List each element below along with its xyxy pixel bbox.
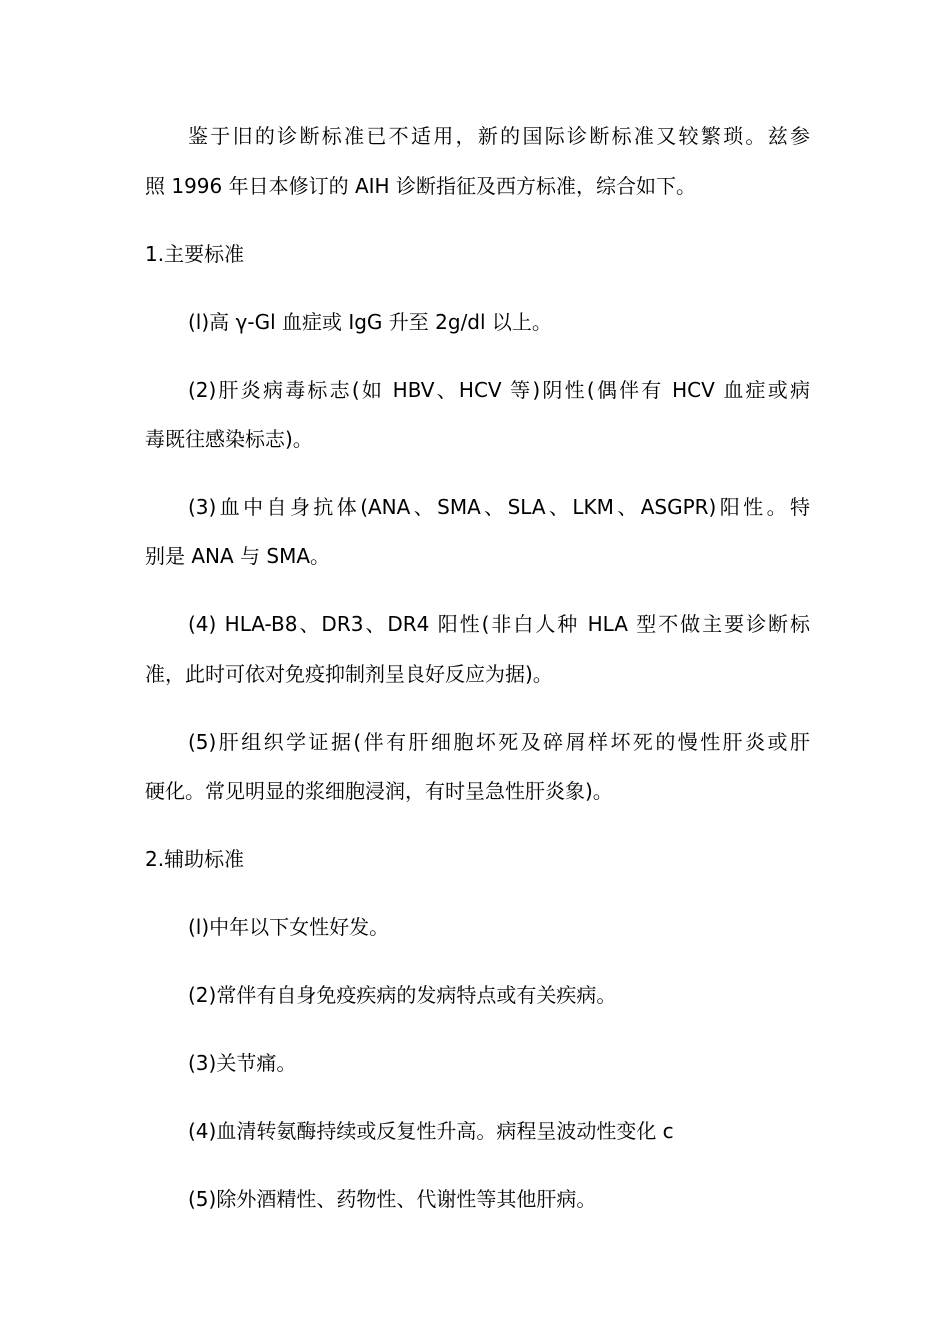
aux-criterion-1: (l)中年以下女性好发。: [188, 915, 390, 939]
intro-line-1: 鉴于旧的诊断标准已不适用，新的国际诊断标准又较繁琐。兹参: [188, 124, 810, 148]
main-criterion-2-line-1: (2)肝炎病毒标志(如 HBV、HCV 等)阴性(偶伴有 HCV 血症或病: [188, 378, 810, 402]
section-heading-main-criteria: 1.主要标准: [145, 242, 245, 266]
aux-criterion-4: (4)血清转氨酶持续或反复性升高。病程呈波动性变化 c: [188, 1119, 674, 1143]
section-heading-auxiliary-criteria: 2.辅助标准: [145, 847, 245, 871]
main-criterion-5-line-2: 硬化。常见明显的浆细胞浸润，有时呈急性肝炎象)。: [145, 779, 613, 803]
main-criterion-4-line-1: (4) HLA-B8、DR3、DR4 阳性(非白人种 HLA 型不做主要诊断标: [188, 612, 810, 636]
main-criterion-4-line-2: 准，此时可依对免疫抑制剂呈良好反应为据)。: [145, 662, 553, 686]
main-criterion-3-line-1: (3)血中自身抗体(ANA、SMA、SLA、LKM、ASGPR)阳性。特: [188, 495, 810, 519]
aux-criterion-5: (5)除外酒精性、药物性、代谢性等其他肝病。: [188, 1187, 597, 1211]
main-criterion-3-line-2: 别是 ANA 与 SMA。: [145, 544, 331, 568]
main-criterion-1: (l)高 γ-Gl 血症或 IgG 升至 2g/dl 以上。: [188, 310, 552, 334]
main-criterion-5-line-1: (5)肝组织学证据(伴有肝细胞坏死及碎屑样坏死的慢性肝炎或肝: [188, 730, 810, 754]
main-criterion-2-line-2: 毒既往感染标志)。: [145, 427, 313, 451]
aux-criterion-3: (3)关节痛。: [188, 1051, 297, 1075]
intro-line-2: 照 1996 年日本修订的 AIH 诊断指征及西方标准，综合如下。: [145, 174, 696, 198]
aux-criterion-2: (2)常伴有自身免疫疾病的发病特点或有关疾病。: [188, 983, 617, 1007]
